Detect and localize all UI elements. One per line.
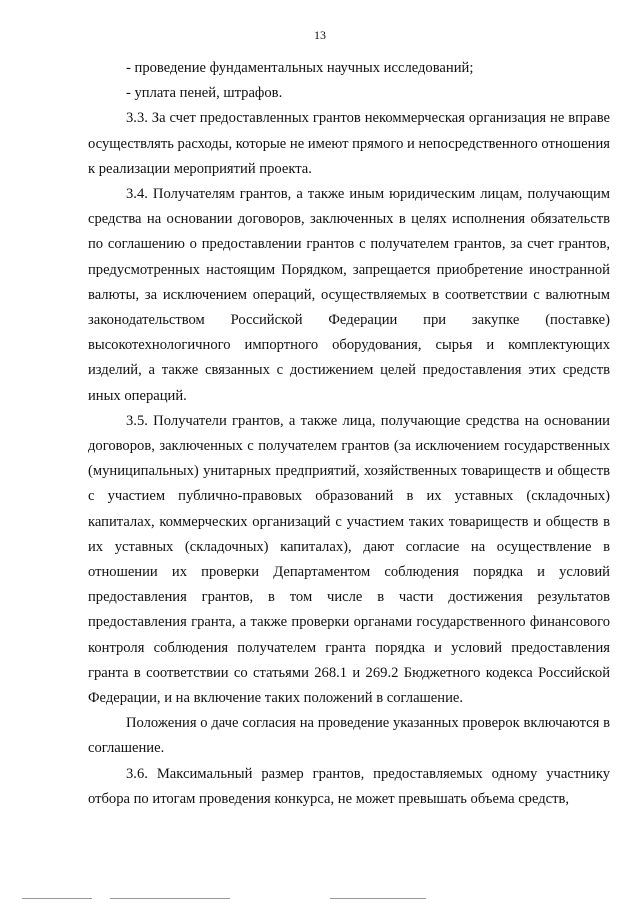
document-body: [88, 56, 610, 812]
page-number: 13: [314, 28, 326, 42]
paragraph-3-3: 3.3. За счет предоставленных грантов некоммерческая организация не вправе осуществлять расходы, которые не имеют прямого и непосредственного отношения к реализации мероприятий проекта.: [88, 110, 610, 177]
paragraph-3-5: 3.5. Получатели грантов, а также лица, получающие средства на основании договоров, заключенных с получателем грантов (за исключением государственных (муниципальных) унитарных предприятий, хозяйственных товариществ и обществ с участием публично-правовых образований в их уставных (складочных) капиталах, коммерческих организаций с участием таких товариществ и обществ в их уставных (складочных) капиталах), дают согласие на осуществление в отношении их проверки Департаментом соблюдения порядка и условий предоставления грантов, в том числе в части достижения результатов предоставления гранта, а также проверки органами государственного финансового контроля соблюдения получателем гранта порядка и условий предоставления гранта в соответствии со статьями 268.1 и 269.2 Бюджетного кодекса Российской Федерации, и на включение таких положений в соглашение.: [88, 412, 610, 707]
paragraph-bullet-research: - проведение фундаментальных научных исследований;: [126, 60, 474, 76]
paragraph-3-4: 3.4. Получателям грантов, а также иным юридическим лицам, получающим средства на основании договоров, заключенных в целях исполнения обязательств по соглашению о предоставлении грантов с получателем грантов, за счет грантов, предусмотренных настоящим Порядком, запрещается приобретение иностранной валюты, за исключением операций, осуществляемых в соответствии с валютным законодательством Российской Федерации при закупке (поставке) высокотехнологичного импортного оборудования, сырья и комплектующих изделий, а также связанных с достижением целей предоставления этих средств иных операций.: [88, 186, 610, 404]
footer-divider: [22, 898, 92, 899]
footer-divider: [330, 898, 426, 899]
paragraph-bullet-penalties: - уплата пеней, штрафов.: [126, 85, 283, 102]
paragraph-consent-provisions: Положения о даче согласия на проведение указанных проверок включаются в соглашение.: [88, 715, 610, 757]
paragraph-3-6: 3.6. Максимальный размер грантов, предоставляемых одному участнику отбора по итогам проведения конкурса, не может превышать объема средств,: [88, 765, 610, 807]
footer-divider: [110, 898, 230, 899]
